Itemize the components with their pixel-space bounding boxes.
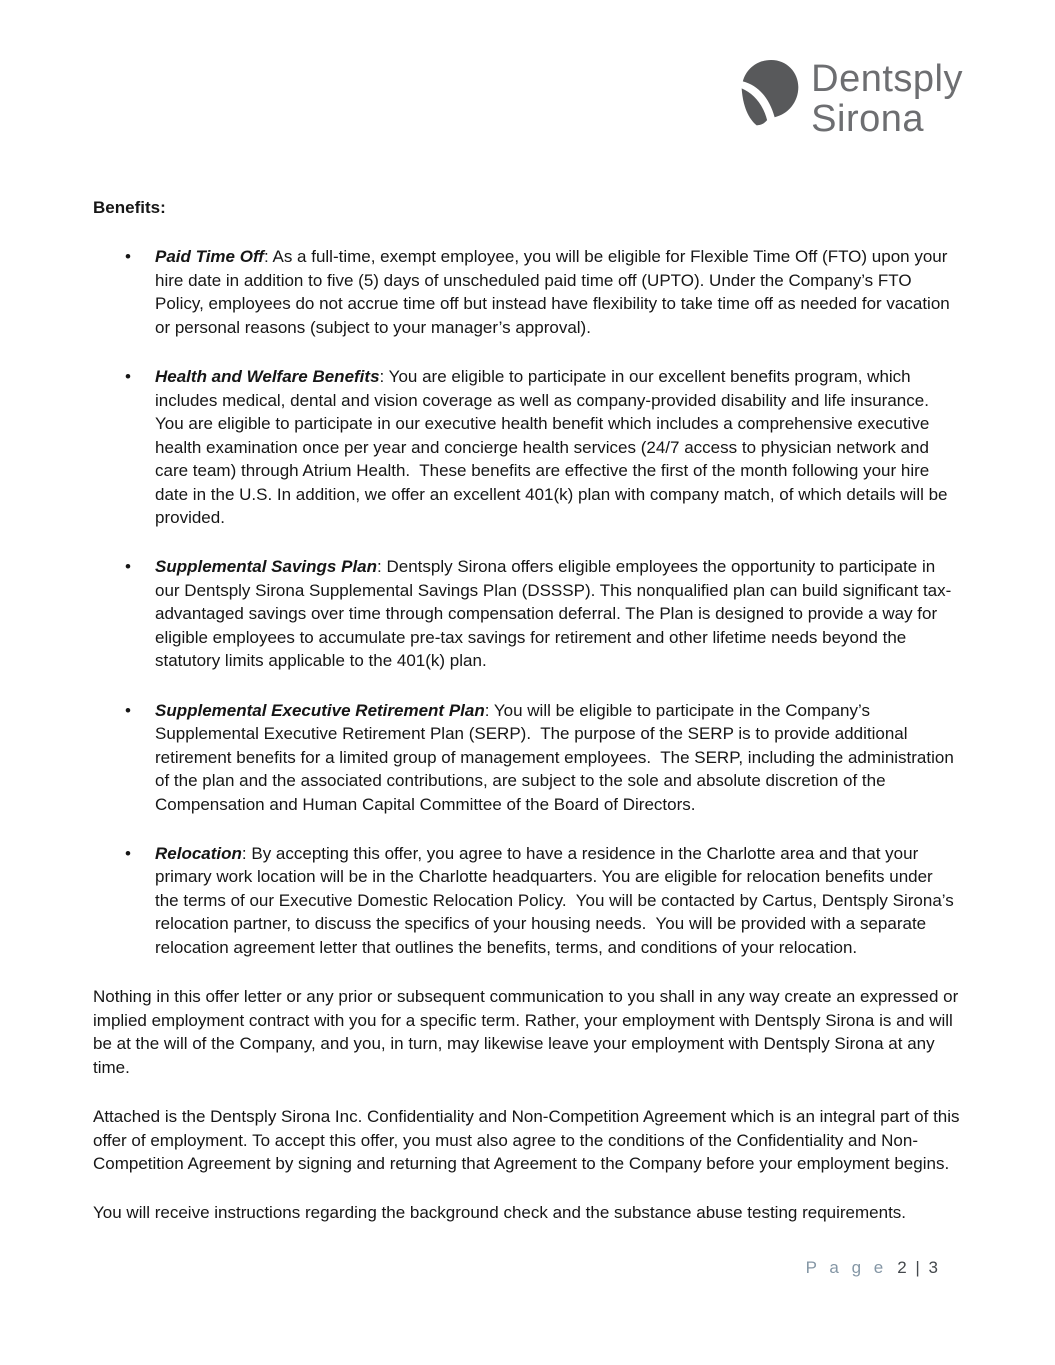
- bullet-icon: •: [125, 247, 131, 267]
- bullet-icon: •: [125, 557, 131, 577]
- bullet-text: [155, 842, 961, 959]
- bullet-icon: •: [125, 367, 131, 387]
- page-footer-label: P a g e: [805, 1257, 888, 1277]
- logo-word-sirona: Sirona: [811, 97, 924, 140]
- page-footer-number: 2 | 3: [897, 1257, 940, 1277]
- bullet-lead: Relocation: [155, 843, 242, 863]
- bullet-body: : By accepting this offer, you agree to have a residence in the Charlotte area and that your primary work location will be in the Charlotte headquarters. You are eligible for relocation benefits under the terms of our Executive Domestic Relocation Policy. You will be contacted by Cartus, Dentsply Sirona’s relocation partner, to discuss the specifics of your housing needs. You will be provided with a separate relocation agreement letter that outlines the benefits, terms, and conditions of your relocation.: [155, 843, 959, 957]
- bullet-text: [155, 699, 961, 816]
- benefits-list: [93, 245, 961, 959]
- benefits-heading: Benefits:: [93, 198, 166, 217]
- bullet-body: : As a full-time, exempt employee, you will be eligible for Flexible Time Off (FTO) upon your hire date in addition to five (5) days of unscheduled paid time off (UPTO). Under the Company’s FTO Policy, employees do not accrue time off but instead have flexibility to take time off as needed for vacation or personal reasons (subject to your manager’s approval).: [155, 247, 955, 337]
- bullet-item-supplemental-savings-plan: [93, 555, 961, 672]
- bullet-item-supplemental-executive-retirement-plan: [93, 699, 961, 816]
- bullet-lead: Paid Time Off: [155, 247, 264, 267]
- bullet-body: : You will be eligible to participate in the Company’s Supplemental Executive Retirement Plan (SERP). The purpose of the SERP is to provide additional retirement benefits for a limited group of management employees. The SERP, including the administration of the plan and the associated contributions, are subject to the sole and absolute discretion of the Compensation and Human Capital Committee of the Board of Directors.: [155, 700, 959, 814]
- bullet-body: : You are eligible to participate in our excellent benefits program, which includes medical, dental and vision coverage as well as company-provided disability and life insurance. You are eligible to participate in our executive health benefit which includes a comprehensive executive health examination once per year and concierge health services (24/7 access to physician network and care team) through Atrium Health. These benefits are effective the first of the month following your hire date in the U.S. In addition, we offer an excellent 401(k) plan with company match, of which details will be provided.: [155, 367, 953, 527]
- bullet-lead: Supplemental Savings Plan: [155, 557, 378, 577]
- bullet-text: [155, 245, 961, 339]
- bullet-icon: •: [125, 700, 131, 720]
- company-logo-text: [811, 60, 963, 139]
- bullet-lead: Supplemental Executive Retirement Plan: [155, 700, 485, 720]
- bullet-text: [155, 555, 961, 672]
- bullet-text: [155, 365, 961, 529]
- letter-body: [93, 196, 965, 1225]
- paragraph-confidentiality-agreement: Attached is the Dentsply Sirona Inc. Confidentiality and Non-Competition Agreement which is an integral part of this offer of employment. To accept this offer, you must also agree to the conditions of the Confidentiality and Non-Competition Agreement by signing and returning that Agreement to the Company before your employment begins.: [93, 1107, 965, 1173]
- bullet-icon: •: [125, 843, 131, 863]
- paragraph-background-check: You will receive instructions regarding the background check and the substance abuse testing requirements.: [93, 1203, 907, 1223]
- logo-word-dentsply: Dentsply: [811, 58, 963, 100]
- company-logo: [741, 60, 963, 139]
- bullet-item-relocation: [93, 842, 961, 959]
- page-footer: [806, 1256, 940, 1279]
- dentsply-sirona-logo-icon: [741, 60, 799, 134]
- bullet-lead: Health and Welfare Benefits: [155, 367, 380, 387]
- bullet-body: : Dentsply Sirona offers eligible employees the opportunity to participate in our Dentsply Sirona Supplemental Savings Plan (DSSSP). This nonqualified plan can build significant tax-advantaged savings over time through compensation deferral. The Plan is designed to provide a way for eligible employees to accumulate pre-tax savings for retirement and other lifetime needs beyond the statutory limits applicable to the 401(k) plan.: [155, 557, 952, 671]
- paragraph-at-will-employment: Nothing in this offer letter or any prior or subsequent communication to you shall in any way create an expressed or implied employment contract with you for a specific term. Rather, your employment with Dentsply Sirona is and will be at the will of the Company, and you, in turn, may likewise leave your employment with Dentsply Sirona at any time.: [93, 987, 963, 1077]
- bullet-item-paid-time-off: [93, 245, 961, 339]
- bullet-item-health-and-welfare: [93, 365, 961, 529]
